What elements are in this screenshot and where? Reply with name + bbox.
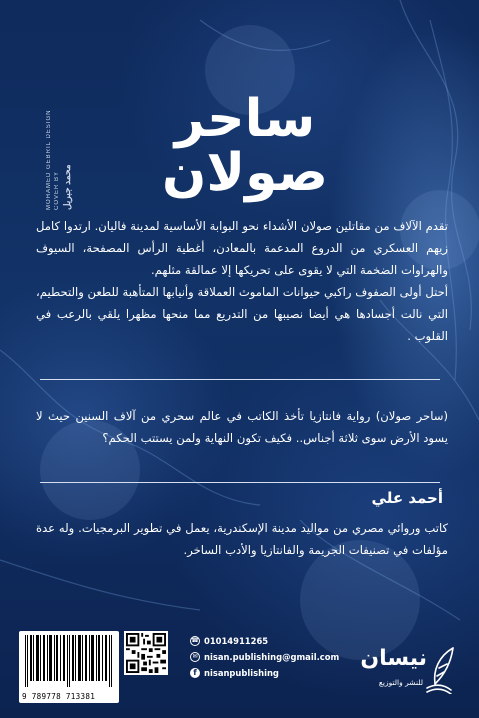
author-bio <box>36 517 448 561</box>
author-bio-text: كاتب وروائي مصري من مواليد مدينة الإسكندرية، يعمل في تطوير البرمجيات. وله عدة مؤلفات في تصنيفات الجريمة والفانتازيا والأدب الساخر. <box>36 521 448 557</box>
designer-credit-script: محمد جبريل <box>62 164 72 210</box>
contact-facebook <box>190 666 350 680</box>
synopsis-paragraph-2: أحتل أولى الصفوف راكبي حيوانات الماموث العملاقة وأنيابها المتأهبة للطعن والتحطيم، التي نالت أجسادها هي أيضا نصيبها من التدريع مما منحها مظهرا يلقي بالرعب في القلوب . <box>36 285 448 343</box>
publisher-name: نيسان <box>360 646 427 671</box>
designer-credit <box>44 100 74 210</box>
qr-code <box>124 631 168 675</box>
qr-code-pattern <box>126 633 166 673</box>
contact-email-text: nisan.publishing@gmail.com <box>204 652 340 662</box>
book-title-line-2: صولان <box>162 143 328 203</box>
tagline <box>36 405 448 449</box>
divider-top <box>40 379 440 380</box>
contact-email <box>190 650 350 664</box>
book-title <box>150 89 340 203</box>
contact-facebook-text: nisanpublishing <box>204 668 279 678</box>
facebook-icon: f <box>190 668 200 678</box>
email-icon: ✉ <box>190 652 200 662</box>
designer-credit-line2: MOHAMED GEBRIL DESIGN <box>46 109 52 210</box>
author-name: أحمد علي <box>371 489 443 507</box>
synopsis <box>36 215 448 347</box>
divider-bottom <box>40 482 440 483</box>
publisher-contacts <box>190 634 350 682</box>
designer-credit-line1: COVER BY <box>54 170 60 210</box>
barcode-bars <box>23 635 115 687</box>
publisher-tagline: للنشر والتوزيع <box>378 678 423 687</box>
contact-phone <box>190 634 350 648</box>
isbn-barcode <box>19 631 119 703</box>
book-title-line-1: ساحر <box>174 89 316 149</box>
phone-icon: ☎ <box>191 637 199 644</box>
tagline-text: (ساحر صولان) رواية فانتازيا تأخذ الكاتب في عالم سحري من آلاف السنين حيث لا يسود الأرض سوى ثلاثة أجناس.. فكيف تكون النهاية ولمن يستتب الحكم؟ <box>36 409 448 445</box>
isbn-number: 9 789778 713381 <box>22 692 96 701</box>
publisher-logo <box>343 640 463 704</box>
contact-phone-text: 01014911265 <box>204 636 269 646</box>
synopsis-paragraph-1: تقدم الآلاف من مقاتلين صولان الأشداء نحو البوابة الأساسية لمدينة فاليان. ارتدوا كامل زيهم العسكري من الدروع المدعمة بالمعادن، أغطية الرأس المصفحة، السيوف والهراوات الضخمة التي لا يقوى على تحريكها إلا عمالقة مثلهم. <box>36 219 448 277</box>
feather-book-icon <box>425 646 459 694</box>
